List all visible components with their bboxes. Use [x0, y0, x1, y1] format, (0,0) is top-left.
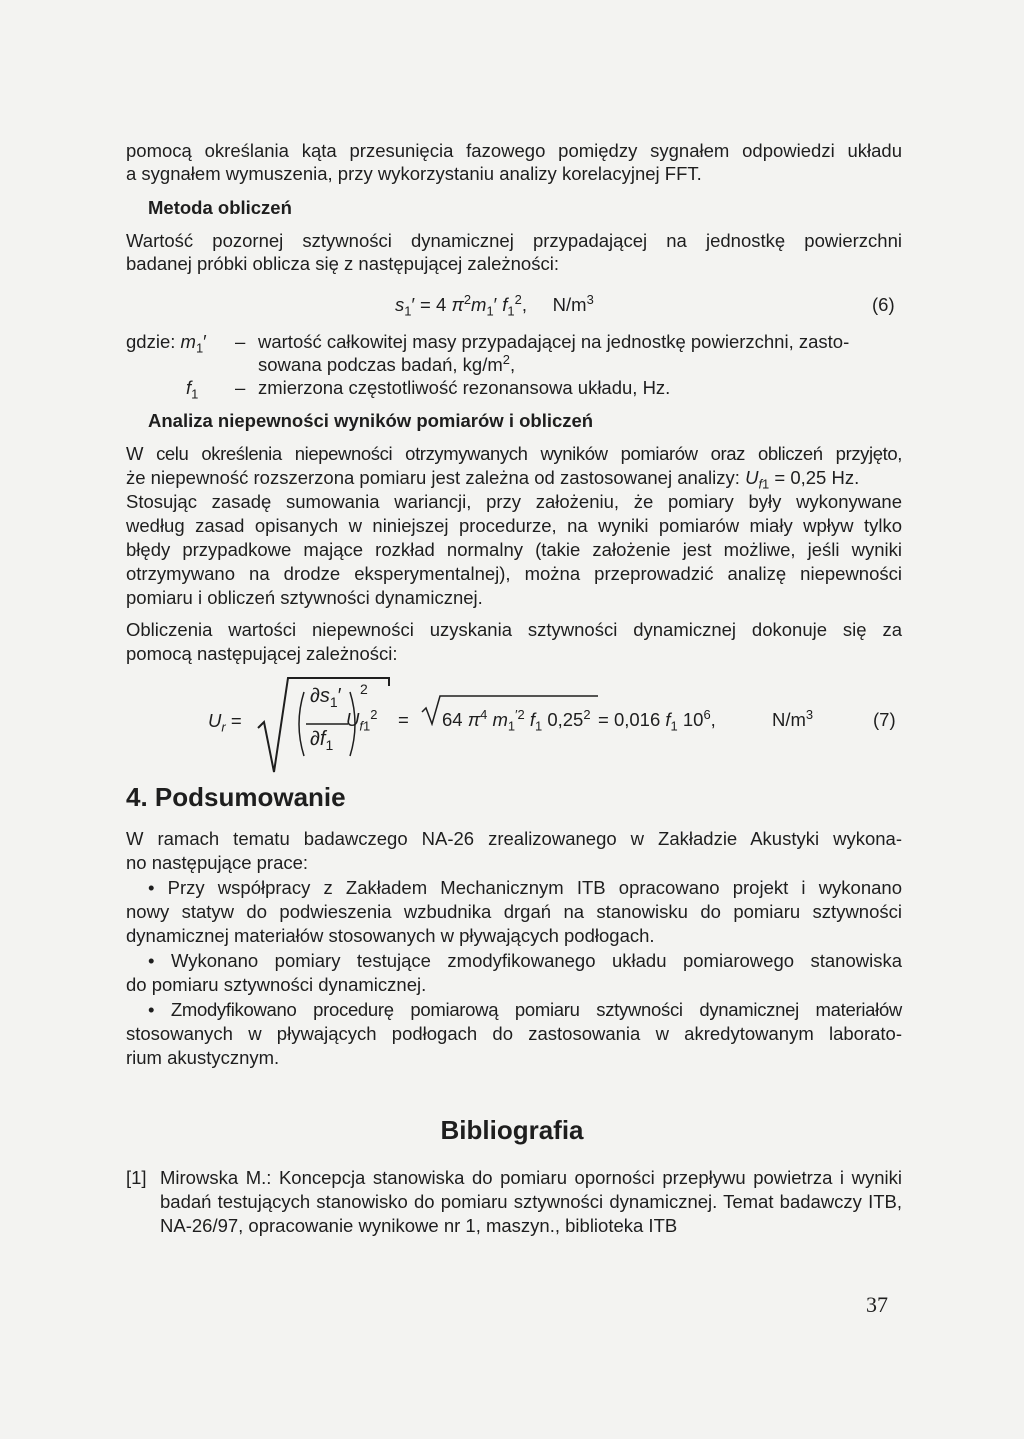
dash-1: – — [235, 331, 246, 352]
uncertainty-line-3: Stosując zasadę sumowania wariancji, przy założeniu, że pomiary były wykonywane — [126, 491, 902, 512]
bullet-1-line-1: • Przy współpracy z Zakładem Mechanicznym ITB opracowano projekt i wykonano — [148, 877, 902, 898]
definition-2: zmierzona częstotliwość rezonansowa układu, Hz. — [258, 377, 671, 398]
bullet-2-line-2: do pomiaru sztywności dynamicznej. — [126, 974, 427, 995]
equation-6-number: (6) — [872, 294, 895, 315]
reference-1-line-1: Mirowska M.: Koncepcja stanowiska do pomiaru oporności przepływu powietrza i wyniki — [160, 1167, 902, 1188]
intro-line-2: a sygnałem wymuszenia, przy wykorzystaniu analizy korelacyjnej FFT. — [126, 163, 702, 184]
bullet-3-line-1: • Zmodyfikowano procedurę pomiarową pomiaru sztywności dynamicznej materiałów — [148, 999, 902, 1020]
where-label: gdzie: $m_1'$ — [126, 331, 207, 356]
bullet-1-line-2: nowy statyw do podwieszenia wzbudnika drgań na stanowisku do pomiaru sztywności — [126, 901, 902, 922]
uncertainty-line-9: pomocą następującej zależności: — [126, 643, 398, 664]
document-page: pomocą określania kąta przesunięcia fazowego pomiędzy sygnałem odpowiedzi układu a sygnałem wymuszenia, przy wykorzystaniu analizy korelacyjnej FFT. Metoda obliczeń Wartość pozornej sztywności dynamicznej przypadającej na jednostkę powierzchni badanej próbki oblicza się z następującej zależności: $s_1' = 4$ $\pi^2m_1'$ $f_1^2$, $N/m^3$ (6) gdzie: $m_1'$ – wartość całkowitej masy przypadającej na jednostkę powierzchni, zasto- sowana podczas badań, $kg/m^2$, $f_1$ – zmierzona częstotliwość rezonansowa układu, Hz. Analiza niepewności wyników pomiarów i obliczeń W celu określenia niepewności otrzymywanych wyników pomiarów oraz obliczeń przyjęto, że niepewność rozszerzona pomiaru jest zależna od zastosowanej analizy: $U_{f1} = 0,25$ Hz. Stosując zasadę sumowania wariancji, przy założeniu, że pomiary były wykonywane według zasad opisanych w niniejszej procedurze, na wyniki pomiarów miały wpływ tylko błędy przypadkowe mające rozkład normalny (takie założenie jest możliwe, jeśli wyniki otrzymywano na drodze eksperymentalnej), można przeprowadzić analizę niepewności pomiaru i obliczeń sztywności dynamicznej. Obliczenia wartości niepewności uzyskania sztywności dynamicznej dokonuje się za pomocą następującej zależności: $U_r$ = $\partial s_1'$ $\partial f_1$ 2 $U_{f1}^2$ = 64 $\pi^4$ $m_1^{'2}$ $f_1$ 0,25$^2$ = 0,016 $f_1$ $10^6$, $N/m^3$ (7) 4. Podsumowanie W ramach tematu badawczego NA-26 zrealizowanego w Zakładzie Akustyki wykona- no następujące prace: • Przy współpracy z Zakładem Mechanicznym ITB opracowano projekt i wykonano nowy statyw do podwieszenia wzbudnika drgań na stanowisku do pomiaru sztywności dynamicznej materiałów stosowanych w pływających podłogach. • Wykonano pomiary testujące zmodyfikowanego układu pomiarowego stanowiska do pomiaru sztywności dynamicznej. • Zmodyfikowano procedurę pomiarową pomiaru sztywności dynamicznej materiałów stosowanych w pływających podłogach do zastosowania w akredytowanym laborato- rium akustycznym. Bibliografia [1] Mirowska M.: Koncepcja stanowiska do pomiaru oporności przepływu powietrza i wyniki badań testujących stanowisko do pomiaru sztywności dynamicznej. Temat badawczy ITB, NA-26/97, opracowanie wynikowe nr 1, maszyn., biblioteka ITB 37 — [0, 0, 1024, 1439]
intro-line-1: pomocą określania kąta przesunięcia fazowego pomiędzy sygnałem odpowiedzi układu — [126, 140, 902, 161]
bullet-3-line-2: stosowanych w pływających podłogach do zastosowania w akredytowanym laborato- — [126, 1023, 902, 1044]
reference-1-line-3: NA-26/97, opracowanie wynikowe nr 1, maszyn., biblioteka ITB — [160, 1215, 678, 1236]
equation-6-unit: N/m — [552, 294, 587, 315]
method-paragraph-line-2: badanej próbki oblicza się z następującej zależności: — [126, 253, 559, 274]
uncertainty-line-5: błędy przypadkowe mające rozkład normalny (takie założenie jest możliwe, jeśli wyniki — [126, 539, 902, 560]
method-heading: Metoda obliczeń — [148, 197, 292, 218]
summary-line-2: no następujące prace: — [126, 852, 309, 873]
uncertainty-line-7: pomiaru i obliczeń sztywności dynamicznej. — [126, 587, 483, 608]
summary-line-1: W ramach tematu badawczego NA-26 zrealizowanego w Zakładzie Akustyki wykona- — [126, 828, 902, 849]
reference-1-line-2: badań testujących stanowisko do pomiaru sztywności dynamicznej. Temat badawczy ITB, — [160, 1191, 902, 1212]
uncertainty-line-8: Obliczenia wartości niepewności uzyskania sztywności dynamicznej dokonuje się za — [126, 619, 902, 640]
uncertainty-heading: Analiza niepewności wyników pomiarów i obliczeń — [148, 410, 594, 431]
section-title: 4. Podsumowanie — [126, 782, 346, 812]
bibliography-title: Bibliografia — [440, 1115, 584, 1145]
uncertainty-line-4: według zasad opisanych w niniejszej procedurze, na wyniki pomiarów miały wpływ tylko — [126, 515, 902, 536]
dash-2: – — [235, 377, 246, 398]
definition-1-line-2: sowana podczas badań, $kg/m^2$, — [258, 351, 516, 375]
uncertainty-line-1: W celu określenia niepewności otrzymywanych wyników pomiarów oraz obliczeń przyjęto, — [126, 443, 902, 464]
page-number: 37 — [866, 1292, 888, 1317]
method-paragraph-line-1: Wartość pozornej sztywności dynamicznej przypadającej na jednostkę powierzchni — [126, 230, 902, 251]
bullet-3-line-3: rium akustycznym. — [126, 1047, 280, 1068]
definition-1-line-1: wartość całkowitej masy przypadającej na jednostkę powierzchni, zasto- — [258, 331, 850, 352]
reference-1-number: [1] — [126, 1167, 147, 1188]
definition-2-symbol: $f_1$ — [186, 377, 199, 402]
equation-7-number: (7) — [873, 709, 896, 730]
equation-6: $s_1' = 4$ $\pi^2m_1'$ $f_1^2$, $N/m^3$ — [395, 291, 594, 319]
bullet-2-line-1: • Wykonano pomiary testujące zmodyfikowanego układu pomiarowego stanowiska — [148, 950, 902, 971]
uncertainty-line-2: że niepewność rozszerzona pomiaru jest zależna od zastosowanej analizy: $U_{f1} = 0,25$ Hz. — [126, 467, 860, 492]
bullet-1-line-3: dynamicznej materiałów stosowanych w pływających podłogach. — [126, 925, 655, 946]
uncertainty-line-6: otrzymywano na drodze eksperymentalnej), można przeprowadzić analizę niepewności — [126, 563, 902, 584]
